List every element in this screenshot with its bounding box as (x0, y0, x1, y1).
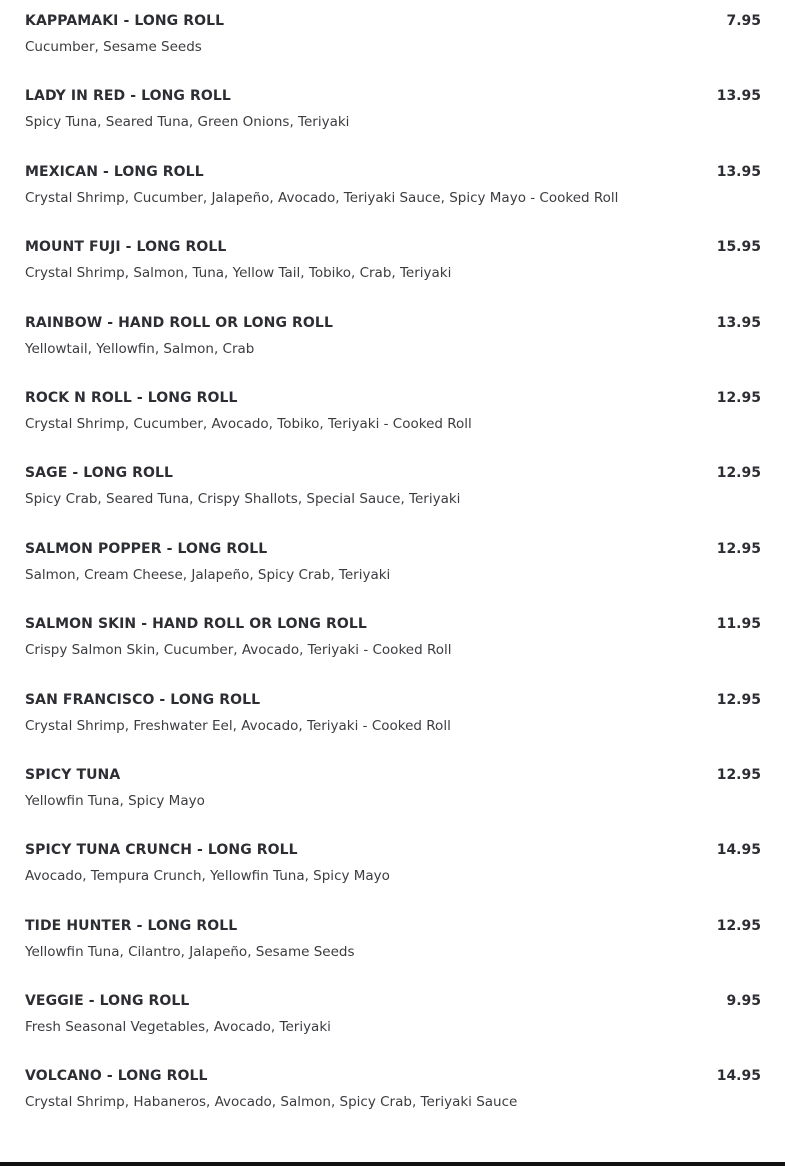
menu-item (25, 541, 761, 616)
menu-item-price: 13.95 (716, 314, 761, 331)
menu-item-price: 12.95 (716, 766, 761, 783)
menu-item (25, 13, 761, 88)
menu-item-name: SALMON POPPER - LONG ROLL (25, 540, 268, 557)
menu-item-header (25, 692, 761, 712)
menu-item (25, 315, 761, 390)
menu-item-name: MOUNT FUJI - LONG ROLL (25, 239, 227, 256)
menu-list (25, 13, 761, 1144)
menu-item-header (25, 164, 761, 184)
menu-item-description: Spicy Crab, Seared Tuna, Crispy Shallots, Special Sauce, Teriyaki (25, 491, 461, 508)
menu-item-name: SALMON SKIN - HAND ROLL OR LONG ROLL (25, 616, 367, 633)
menu-item-price: 14.95 (716, 842, 761, 859)
menu-item (25, 918, 761, 993)
menu-item (25, 239, 761, 314)
menu-item-header (25, 918, 761, 938)
menu-item-description: Yellowfin Tuna, Spicy Mayo (25, 792, 205, 809)
menu-item-name: VOLCANO - LONG ROLL (25, 1068, 208, 1085)
menu-item-header (25, 842, 761, 862)
menu-item-price: 12.95 (716, 465, 761, 482)
menu-item-name: SPICY TUNA (25, 766, 121, 783)
menu-item-name: SAGE - LONG ROLL (25, 465, 174, 482)
menu-item-price: 13.95 (716, 88, 761, 105)
menu-item-price: 12.95 (716, 389, 761, 406)
page-bottom-divider (0, 1162, 785, 1166)
menu-item-header (25, 465, 761, 485)
menu-item-description: Spicy Tuna, Seared Tuna, Green Onions, Teriyaki (25, 114, 350, 131)
menu-item-description: Avocado, Tempura Crunch, Yellowfin Tuna, Spicy Mayo (25, 868, 390, 885)
menu-item-header (25, 315, 761, 335)
menu-item-description: Crispy Salmon Skin, Cucumber, Avocado, Teriyaki - Cooked Roll (25, 642, 452, 659)
menu-item-price: 9.95 (726, 993, 761, 1010)
menu-item-name: SAN FRANCISCO - LONG ROLL (25, 691, 261, 708)
menu-item-price: 14.95 (716, 1068, 761, 1085)
menu-item-description: Fresh Seasonal Vegetables, Avocado, Teriyaki (25, 1019, 331, 1036)
menu-item-header (25, 616, 761, 636)
menu-item-price: 7.95 (726, 13, 761, 29)
menu-item-name: MEXICAN - LONG ROLL (25, 163, 204, 180)
menu-item-description: Yellowfin Tuna, Cilantro, Jalapeño, Sesame Seeds (25, 943, 355, 960)
menu-item-description: Crystal Shrimp, Habaneros, Avocado, Salmon, Spicy Crab, Teriyaki Sauce (25, 1094, 518, 1111)
menu-item-header (25, 541, 761, 561)
menu-item (25, 164, 761, 239)
menu-item-price: 15.95 (716, 239, 761, 256)
menu-item (25, 692, 761, 767)
menu-item-description: Salmon, Cream Cheese, Jalapeño, Spicy Crab, Teriyaki (25, 566, 391, 583)
menu-item-description: Cucumber, Sesame Seeds (25, 39, 202, 55)
menu-item (25, 993, 761, 1068)
menu-item-description: Crystal Shrimp, Salmon, Tuna, Yellow Tail, Tobiko, Crab, Teriyaki (25, 265, 452, 282)
menu-item-price: 11.95 (716, 616, 761, 633)
menu-item-header (25, 390, 761, 410)
menu-item (25, 1068, 761, 1143)
menu-item-header (25, 767, 761, 787)
menu-item-name: RAINBOW - HAND ROLL OR LONG ROLL (25, 314, 333, 331)
menu-item (25, 616, 761, 691)
menu-item-description: Yellowtail, Yellowfin, Salmon, Crab (25, 340, 255, 357)
menu-item (25, 767, 761, 842)
menu-item-price: 13.95 (716, 163, 761, 180)
menu-item-description: Crystal Shrimp, Cucumber, Jalapeño, Avocado, Teriyaki Sauce, Spicy Mayo - Cooked Roll (25, 189, 619, 206)
menu-item-header (25, 88, 761, 108)
menu-item-price: 12.95 (716, 691, 761, 708)
menu-item-name: ROCK N ROLL - LONG ROLL (25, 389, 238, 406)
menu-item-name: TIDE HUNTER - LONG ROLL (25, 917, 238, 934)
menu-item-price: 12.95 (716, 917, 761, 934)
menu-item (25, 390, 761, 465)
menu-item-header (25, 993, 761, 1013)
menu-item-description: Crystal Shrimp, Cucumber, Avocado, Tobiko, Teriyaki - Cooked Roll (25, 415, 472, 432)
menu-item (25, 842, 761, 917)
menu-item (25, 465, 761, 540)
menu-item-description: Crystal Shrimp, Freshwater Eel, Avocado, Teriyaki - Cooked Roll (25, 717, 451, 734)
menu-item-name: KAPPAMAKI - LONG ROLL (25, 13, 225, 29)
menu-item-name: SPICY TUNA CRUNCH - LONG ROLL (25, 842, 298, 859)
menu-item-name: VEGGIE - LONG ROLL (25, 993, 190, 1010)
menu-item-header (25, 13, 761, 33)
menu-item (25, 88, 761, 163)
menu-item-header (25, 1068, 761, 1088)
menu-item-name: LADY IN RED - LONG ROLL (25, 88, 231, 105)
menu-item-header (25, 239, 761, 259)
menu-item-price: 12.95 (716, 540, 761, 557)
